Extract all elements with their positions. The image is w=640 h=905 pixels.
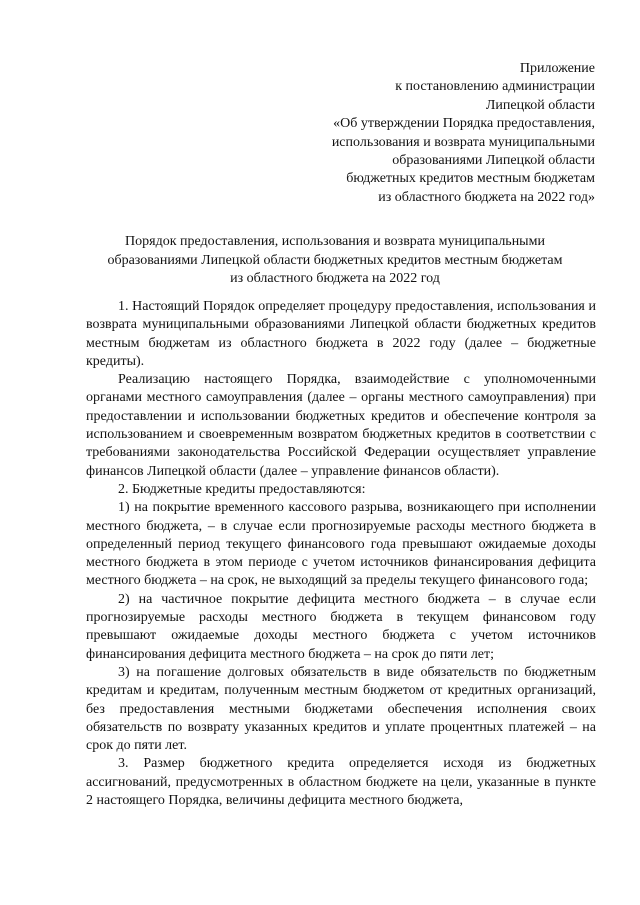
title-line: из областного бюджета на 2022 год [230, 271, 440, 286]
paragraph: 2. Бюджетные кредиты предоставляются: [118, 481, 366, 497]
paragraph: 3) на погашение долговых обязательств в виде обязательств по бюджетным кредитам и кредитам, полученным местным бюджетом от кредитных организаций, без предоставления местными бюджетами обеспечения исполнения своих обязательств по возврату указанных кредитов и уплате процентных платежей – на срок до пяти лет. [86, 664, 596, 754]
paragraph: Реализацию настоящего Порядка, взаимодействие с уполномоченными органами местного самоуправления (далее – органы местного самоуправления) при предоставлении и использовании бюджетных кредитов и обеспечение контроля за использованием и своевременным возвратом бюджетных кредитов в соответствии с требованиями законодательства Российской Федерации осуществляет управление финансов Липецкой области (далее – управление финансов области). [86, 372, 596, 479]
paragraph: 3. Размер бюджетного кредита определяется исходя из бюджетных ассигнований, предусмотренных в областном бюджете на цели, указанные в пункте 2 настоящего Порядка, величины дефицита местного бюджета, [86, 756, 596, 809]
appendix-line: Приложение [519, 61, 595, 76]
paragraph: 1. Настоящий Порядок определяет процедуру предоставления, использования и возврата муниципальными образованиями Липецкой области бюджетных кредитов местным бюджетам из областного бюджета в 2022 году (далее – бюджетные кредиты). [86, 299, 596, 369]
appendix-line: образованиями Липецкой области [392, 153, 595, 169]
appendix-line: бюджетных кредитов местным бюджетам [346, 171, 595, 187]
paragraph: 1) на покрытие временного кассового разрыва, возникающего при исполнении местного бюджета, – в случае если прогнозируемые расходы местного бюджета в определенный период текущего финансового года превышают ожидаемые доходы местного бюджета в этом периоде с учетом источников финансирования дефицита местного бюджета – на срок, не выходящий за пределы текущего финансового года; [86, 500, 596, 589]
appendix-line: использования и возврата муниципальными [331, 134, 595, 150]
appendix-line: Липецкой области [485, 97, 595, 113]
document-body [86, 298, 596, 810]
appendix-line: «Об утверждении Порядка предоставления, [333, 116, 595, 132]
title-line: Порядок предоставления, использования и возврата муниципальными [125, 234, 545, 249]
appendix-header [275, 60, 595, 207]
document-title [75, 233, 595, 289]
appendix-line: из областного бюджета на 2022 год» [378, 189, 595, 205]
paragraph: 2) на частичное покрытие дефицита местного бюджета – в случае если прогнозируемые расходы местного бюджета в текущем финансовом году превышают ожидаемые доходы местного бюджета с учетом источников финансирования дефицита местного бюджета – на срок до пяти лет; [86, 591, 596, 662]
appendix-line: к постановлению администрации [395, 79, 595, 95]
title-line: образованиями Липецкой области бюджетных кредитов местным бюджетам [107, 252, 563, 268]
